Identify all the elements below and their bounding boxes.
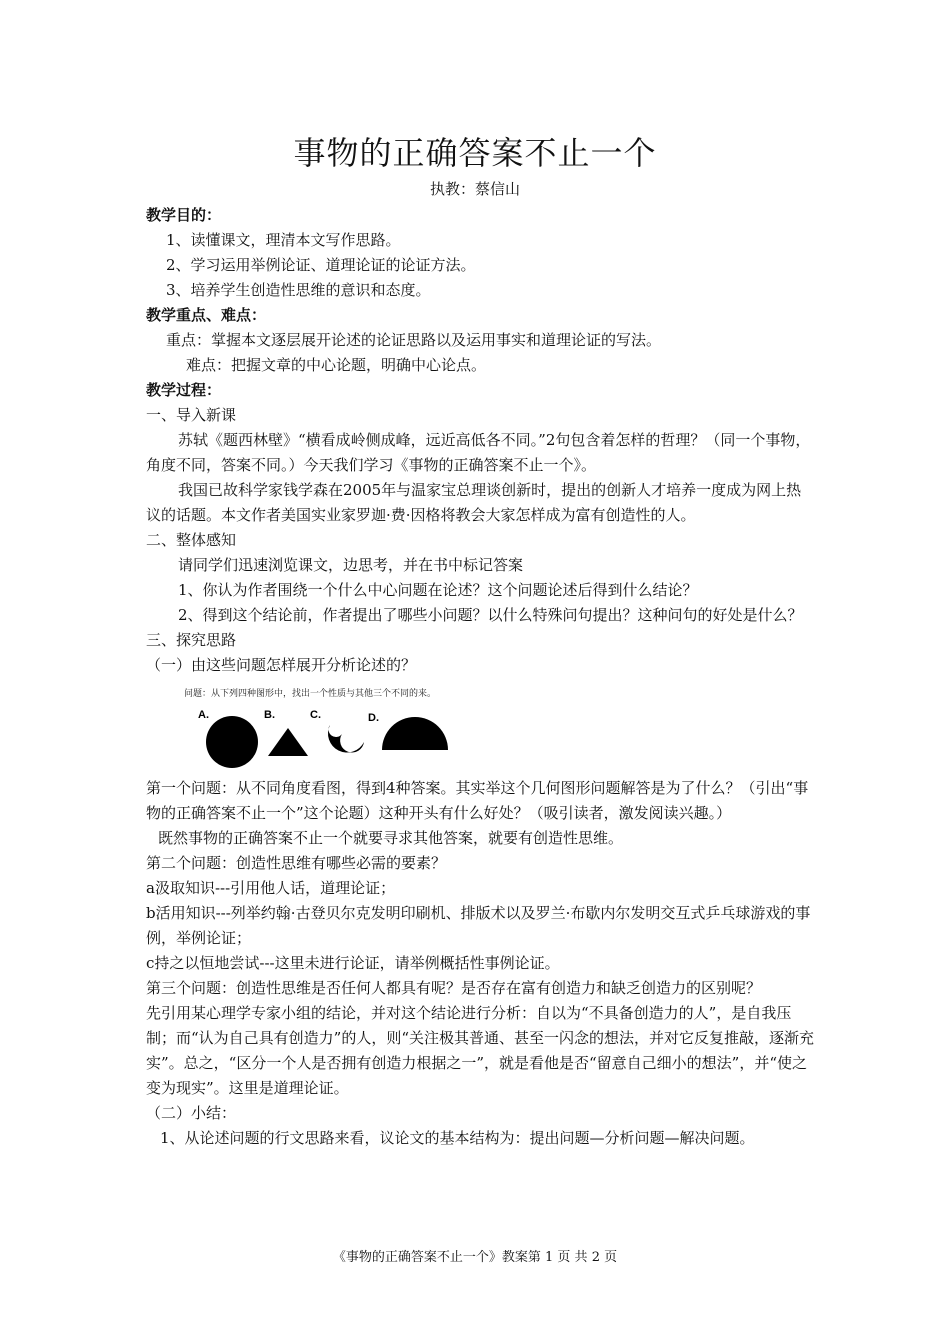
difficult-point: 难点：把握文章的中心论题，明确中心论点。 — [186, 356, 487, 374]
list-item: b活用知识---列举约翰·古登贝尔克发明印刷机、排版术以及罗兰·布歇内尔发明交互式乒乓球游戏的事例，举例论证； — [146, 904, 811, 947]
document-body — [146, 203, 816, 1151]
circle-shape — [206, 716, 258, 768]
paragraph: 先引用某心理学专家小组的结论，并对这个结论进行分析：自以为“不具备创造力的人”，是自我压制；而“认为自己具有创造力”的人，则“关注极其普通、甚至一闪念的想法，并对它反复推敲，逐渐充实”。总之，“区分一个人是否拥有创造力根据之一”，就是看他是否“留意自己细小的想法”，并“使之变为现实”。这里是道理论证。 — [146, 1004, 815, 1097]
question-item: 2、得到这个结论前，作者提出了哪些小问题？以什么特殊问句提出？这种问句的好处是什么？ — [178, 606, 803, 624]
shapes-illustration — [184, 682, 464, 772]
figure-caption: 问题：从下列四种图形中，找出一个性质与其他三个不同的来。 — [184, 689, 437, 699]
author-line: 执教：蔡信山 — [429, 180, 520, 198]
subsection-heading: （二）小结： — [146, 1104, 237, 1122]
page-footer: 《事物的正确答案不止一个》教案第 1 页 共 2 页 — [332, 1250, 618, 1265]
figure-label-a: A. — [198, 709, 209, 721]
paragraph: 我国已故科学家钱学森在2005年与温家宝总理谈创新时，提出的创新人才培养一度成为网上热议的话题。本文作者美国实业家罗迦·费·因格将教会大家怎样成为富有创造性的人。 — [146, 481, 802, 524]
section-heading: 一、导入新课 — [146, 406, 237, 424]
question-item: 1、你认为作者围绕一个什么中心问题在论述？这个问题论述后得到什么结论？ — [178, 581, 698, 599]
goal-item: 1、读懂课文，理清本文写作思路。 — [166, 231, 401, 249]
summary-item: 1、从论述问题的行文思路来看，议论文的基本结构为：提出问题—分析问题—解决问题。 — [160, 1129, 755, 1147]
goal-item: 3、培养学生创造性思维的意识和态度。 — [166, 281, 431, 299]
key-heading: 教学重点、难点： — [146, 306, 267, 324]
paragraph: 既然事物的正确答案不止一个就要寻求其他答案，就要有创造性思维。 — [158, 829, 624, 847]
key-point: 重点：掌握本文逐层展开论述的论证思路以及运用事实和道理论证的写法。 — [166, 331, 662, 349]
paragraph: 第三个问题：创造性思维是否任何人都具有呢？是否存在富有创造力和缺乏创造力的区别呢？ — [146, 979, 762, 997]
section-heading: 二、整体感知 — [146, 531, 237, 549]
list-item: c持之以恒地尝试---这里未进行论证，请举例概括性事例论证。 — [146, 954, 560, 972]
page-title: 事物的正确答案不止一个 — [293, 134, 657, 172]
paragraph: 第二个问题：创造性思维有哪些必需的要素？ — [146, 854, 447, 872]
goals-heading: 教学目的： — [146, 206, 222, 224]
list-item: a汲取知识---引用他人话，道理论证； — [146, 879, 396, 897]
subsection-heading: （一）由这些问题怎样展开分析论述的？ — [146, 656, 417, 674]
shapes-figure — [184, 682, 464, 772]
figure-label-d: D. — [368, 712, 379, 724]
section-heading: 三、探究思路 — [146, 631, 237, 649]
crescent-shape — [328, 725, 364, 753]
triangle-shape — [268, 728, 308, 756]
paragraph: 苏轼《题西林壁》“横看成岭侧成峰，远近高低各不同。”2句包含着怎样的哲理？（同一个事物，角度不同，答案不同。）今天我们学习《事物的正确答案不止一个》。 — [146, 431, 811, 474]
figure-label-b: B. — [264, 709, 275, 721]
paragraph: 第一个问题：从不同角度看图，得到4种答案。其实举这个几何图形问题解答是为了什么？（引出“事物的正确答案不止一个”这个论题）这种开头有什么好处？（吸引读者，激发阅读兴趣。） — [146, 779, 809, 822]
process-heading: 教学过程： — [146, 381, 222, 399]
goal-item: 2、学习运用举例论证、道理论证的论证方法。 — [166, 256, 476, 274]
semicircle-shape — [382, 717, 448, 750]
paragraph: 请同学们迅速浏览课文，边思考，并在书中标记答案 — [178, 556, 524, 574]
figure-label-c: C. — [310, 709, 321, 721]
